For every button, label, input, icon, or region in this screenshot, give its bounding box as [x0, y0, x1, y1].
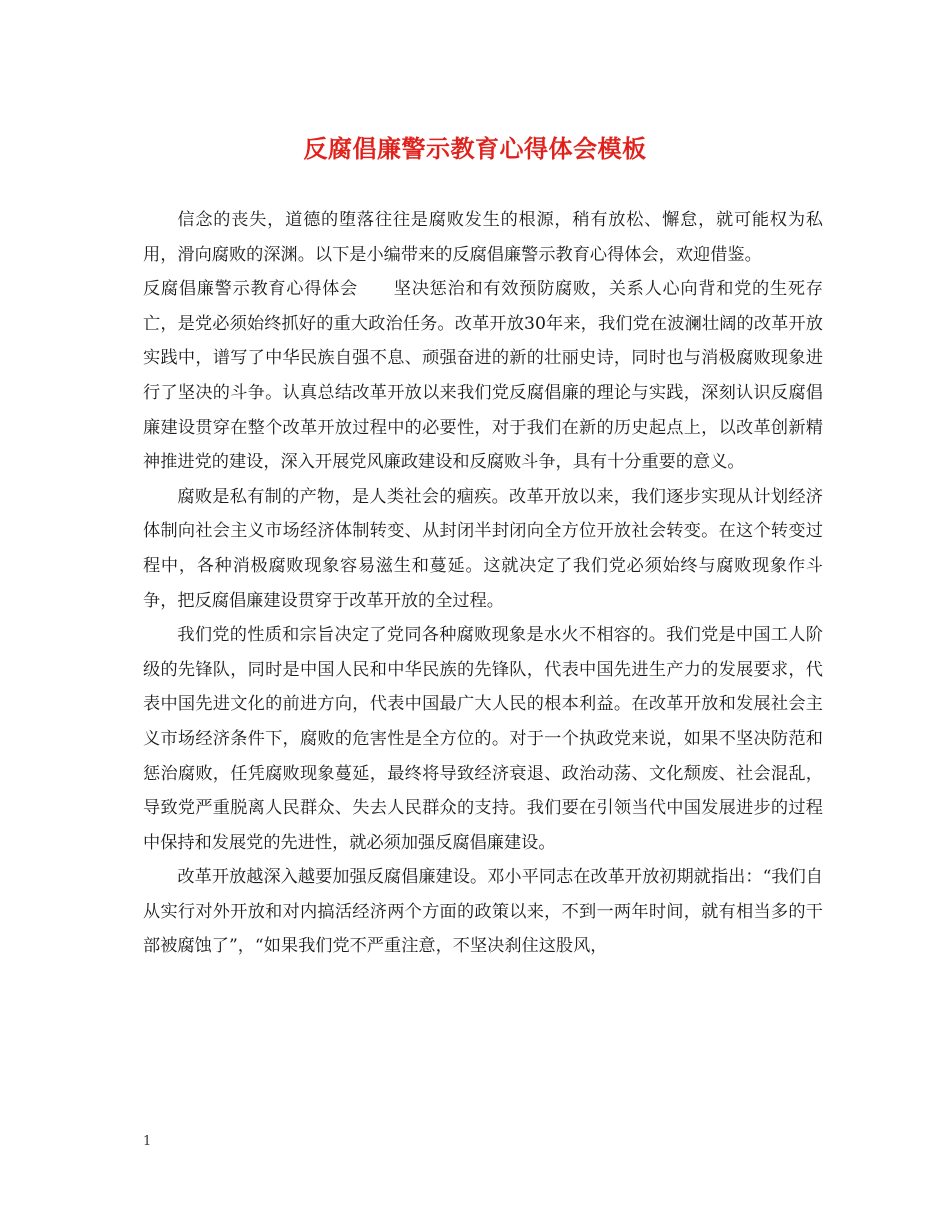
paragraph-3: 我们党的性质和宗旨决定了党同各种腐败现象是水火不相容的。我们党是中国工人阶级的先锋队，同时是中国人民和中华民族的先锋队，代表中国先进生产力的发展要求，代表中国先进文化的前进方向，代表中国最广大人民的根本利益。在改革开放和发展社会主义市场经济条件下，腐败的危害性是全方位的。对于一个执政党来说，如果不坚决防范和惩治腐败，任凭腐败现象蔓延，最终将导致经济衰退、政治动荡、文化颓废、社会混乱，导致党严重脱离人民群众、失去人民群众的支持。我们要在引领当代中国发展进步的过程中保持和发展党的先进性，就必须加强反腐倡廉建设。 — [143, 625, 823, 853]
paragraph-4: 改革开放越深入越要加强反腐倡廉建设。邓小平同志在改革开放初期就指出：“我们自从实行对外开放和对内搞活经济两个方面的政策以来，不到一两年时间，就有相当多的干部被腐蚀了”，“如果我们党不严重注意，不坚决刹住这股风， — [143, 867, 823, 957]
paragraph-intro: 信念的丧失，道德的堕落往往是腐败发生的根源，稍有放松、懈怠，就可能权为私用，滑向腐败的深渊。以下是小编带来的反腐倡廉警示教育心得体会，欢迎借鉴。 — [143, 210, 823, 265]
document-title: 反腐倡廉警示教育心得体会模板 — [303, 134, 647, 163]
paragraph-1: 反腐倡廉警示教育心得体会 坚决惩治和有效预防腐败，关系人心向背和党的生死存亡，是党必须始终抓好的重大政治任务。改革开放30年来，我们党在波澜壮阔的改革开放实践中，谱写了中华民族自强不息、顽强奋进的新的壮丽史诗，同时也与消极腐败现象进行了坚决的斗争。认真总结改革开放以来我们党反腐倡廉的理论与实践，深刻认识反腐倡廉建设贯穿在整个改革开放过程中的必要性，对于我们在新的历史起点上，以改革创新精神推进党的建设，深入开展党风廉政建设和反腐败斗争，具有十分重要的意义。 — [143, 279, 823, 473]
document-body — [143, 203, 823, 964]
page-number: 1 — [143, 1134, 152, 1149]
paragraph-2: 腐败是私有制的产物，是人类社会的痼疾。改革开放以来，我们逐步实现从计划经济体制向社会主义市场经济体制转变、从封闭半封闭向全方位开放社会转变。在这个转变过程中，各种消极腐败现象容易滋生和蔓延。这就决定了我们党必须始终与腐败现象作斗争，把反腐倡廉建设贯穿于改革开放的全过程。 — [143, 486, 823, 611]
